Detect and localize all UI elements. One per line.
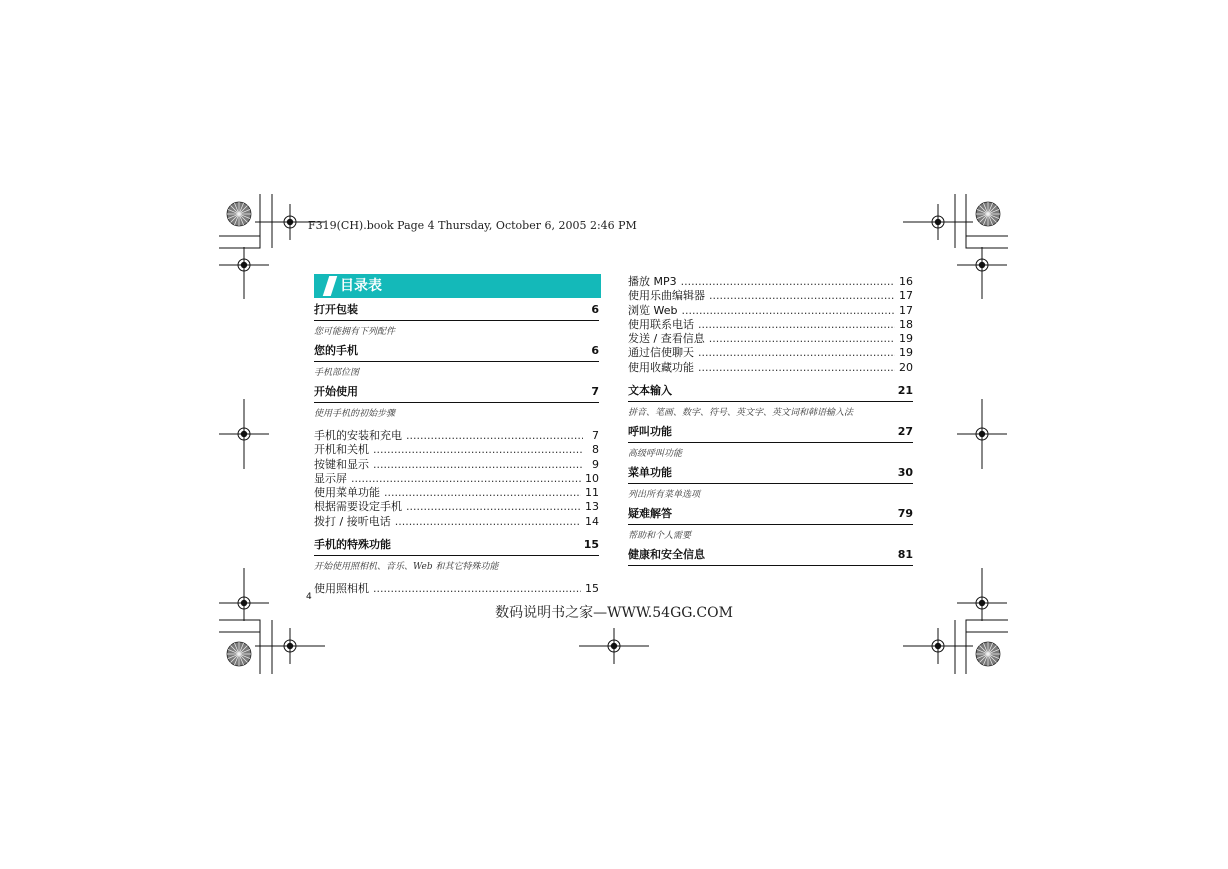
entry-page: 19 bbox=[899, 346, 913, 360]
title-slash-decoration bbox=[323, 276, 337, 296]
toc-section-heading[interactable] bbox=[314, 341, 599, 362]
registration-star-icon bbox=[976, 202, 1000, 226]
toc-entry[interactable] bbox=[314, 472, 599, 486]
entry-page: 10 bbox=[585, 471, 599, 485]
dot-leader bbox=[395, 515, 581, 529]
entry-page: 13 bbox=[585, 500, 599, 514]
toc-entry[interactable] bbox=[628, 318, 913, 332]
registration-star-icon bbox=[227, 202, 251, 226]
toc-entry[interactable] bbox=[314, 443, 599, 457]
section-note: 列出所有菜单选项 bbox=[628, 490, 701, 501]
section-title: 菜单功能 bbox=[628, 466, 672, 480]
entry-title: 开机和关机 bbox=[314, 443, 369, 457]
registration-star-icon bbox=[227, 642, 251, 666]
dot-leader bbox=[681, 304, 895, 318]
section-page: 15 bbox=[583, 538, 599, 552]
entry-page: 18 bbox=[899, 317, 913, 331]
toc-right-column bbox=[628, 275, 913, 566]
entry-title: 使用菜单功能 bbox=[314, 486, 380, 500]
section-note: 您可能拥有下列配件 bbox=[314, 327, 396, 337]
toc-entry[interactable] bbox=[628, 346, 913, 360]
toc-entry[interactable] bbox=[314, 429, 599, 443]
page-number: 4 bbox=[306, 592, 312, 602]
toc-entry[interactable] bbox=[628, 289, 913, 303]
section-page: 21 bbox=[897, 384, 913, 398]
section-note: 高级呼叫功能 bbox=[628, 449, 683, 460]
dot-leader bbox=[698, 346, 895, 360]
toc-title-bar bbox=[314, 274, 601, 298]
toc-section-heading[interactable] bbox=[628, 381, 913, 402]
section-note: 开始使用照相机、音乐、Web 和其它特殊功能 bbox=[314, 562, 499, 573]
section-title: 打开包装 bbox=[314, 303, 358, 316]
entry-title: 发送 / 查看信息 bbox=[628, 332, 705, 346]
toc-entry[interactable] bbox=[628, 304, 913, 318]
entry-title: 通过信使聊天 bbox=[628, 346, 694, 360]
section-title: 疑难解答 bbox=[628, 507, 672, 521]
dot-leader bbox=[406, 429, 583, 443]
section-title: 健康和安全信息 bbox=[628, 548, 705, 562]
toc-section-heading[interactable] bbox=[628, 463, 913, 484]
section-page: 6 bbox=[591, 344, 599, 357]
toc-section-heading[interactable] bbox=[314, 300, 599, 321]
section-note: 拼音、笔画、数字、符号、英文字、英文词和韩语输入法 bbox=[628, 408, 854, 419]
toc-entry[interactable] bbox=[314, 500, 599, 514]
toc-entry[interactable] bbox=[314, 486, 599, 500]
book-header-line: F319(CH).book Page 4 Thursday, October 6, 2005 2:46 PM bbox=[308, 219, 637, 232]
section-title: 文本输入 bbox=[628, 384, 672, 398]
entry-title: 使用照相机 bbox=[314, 582, 369, 596]
toc-entry[interactable] bbox=[628, 275, 913, 289]
dot-leader bbox=[709, 289, 895, 303]
section-title: 呼叫功能 bbox=[628, 425, 672, 439]
dot-leader bbox=[373, 582, 581, 596]
toc-entry[interactable] bbox=[314, 458, 599, 472]
toc-entry[interactable] bbox=[314, 515, 599, 529]
section-note: 帮助和个人需要 bbox=[628, 531, 692, 542]
toc-section-heading[interactable] bbox=[628, 504, 913, 525]
dot-leader bbox=[709, 332, 895, 346]
entry-title: 使用联系电话 bbox=[628, 317, 694, 331]
entry-page: 8 bbox=[592, 443, 599, 457]
section-page: 30 bbox=[897, 466, 913, 480]
dot-leader bbox=[351, 472, 581, 486]
entry-title: 手机的安装和充电 bbox=[314, 429, 402, 442]
toc-left-column bbox=[314, 300, 599, 596]
toc-entry[interactable] bbox=[628, 332, 913, 346]
section-page: 27 bbox=[897, 425, 913, 439]
toc-entry[interactable] bbox=[628, 361, 913, 375]
entry-page: 20 bbox=[899, 360, 913, 374]
entry-title: 使用收藏功能 bbox=[628, 360, 694, 374]
toc-entry[interactable] bbox=[314, 582, 599, 596]
dot-leader bbox=[681, 275, 895, 289]
entry-page: 15 bbox=[585, 582, 599, 596]
section-note: 使用手机的初始步骤 bbox=[314, 409, 396, 419]
entry-title: 拨打 / 接听电话 bbox=[314, 514, 391, 528]
entry-page: 11 bbox=[585, 486, 599, 500]
dot-leader bbox=[373, 458, 583, 472]
entry-page: 17 bbox=[899, 303, 913, 317]
toc-section-heading[interactable] bbox=[628, 422, 913, 443]
toc-section-heading[interactable] bbox=[314, 535, 599, 556]
dot-leader bbox=[384, 486, 581, 500]
registration-star-icon bbox=[976, 642, 1000, 666]
entry-page: 16 bbox=[899, 275, 913, 288]
entry-page: 17 bbox=[899, 289, 913, 303]
entry-title: 按键和显示 bbox=[314, 457, 369, 471]
entry-title: 使用乐曲编辑器 bbox=[628, 289, 705, 303]
section-page: 79 bbox=[897, 507, 913, 521]
dot-leader bbox=[698, 318, 895, 332]
entry-title: 播放 MP3 bbox=[628, 275, 677, 288]
section-note: 手机部位图 bbox=[314, 368, 360, 378]
dot-leader bbox=[698, 361, 895, 375]
dot-leader bbox=[406, 500, 581, 514]
entry-page: 19 bbox=[899, 332, 913, 346]
section-title: 手机的特殊功能 bbox=[314, 538, 391, 552]
entry-title: 根据需要设定手机 bbox=[314, 500, 402, 514]
section-page: 81 bbox=[897, 548, 913, 562]
entry-title: 显示屏 bbox=[314, 471, 347, 485]
toc-section-heading[interactable] bbox=[628, 545, 913, 566]
footer-watermark: 数码说明书之家—WWW.54GG.COM bbox=[495, 605, 733, 621]
entry-title: 浏览 Web bbox=[628, 303, 678, 317]
section-page: 6 bbox=[591, 303, 599, 316]
section-page: 7 bbox=[591, 385, 599, 398]
section-title: 开始使用 bbox=[314, 385, 358, 398]
dot-leader bbox=[373, 443, 583, 457]
toc-section-heading[interactable] bbox=[314, 382, 599, 403]
section-title: 您的手机 bbox=[314, 344, 358, 357]
entry-page: 9 bbox=[592, 457, 599, 471]
toc-title: 目录表 bbox=[340, 278, 382, 294]
entry-page: 7 bbox=[592, 429, 599, 442]
entry-page: 14 bbox=[585, 514, 599, 528]
